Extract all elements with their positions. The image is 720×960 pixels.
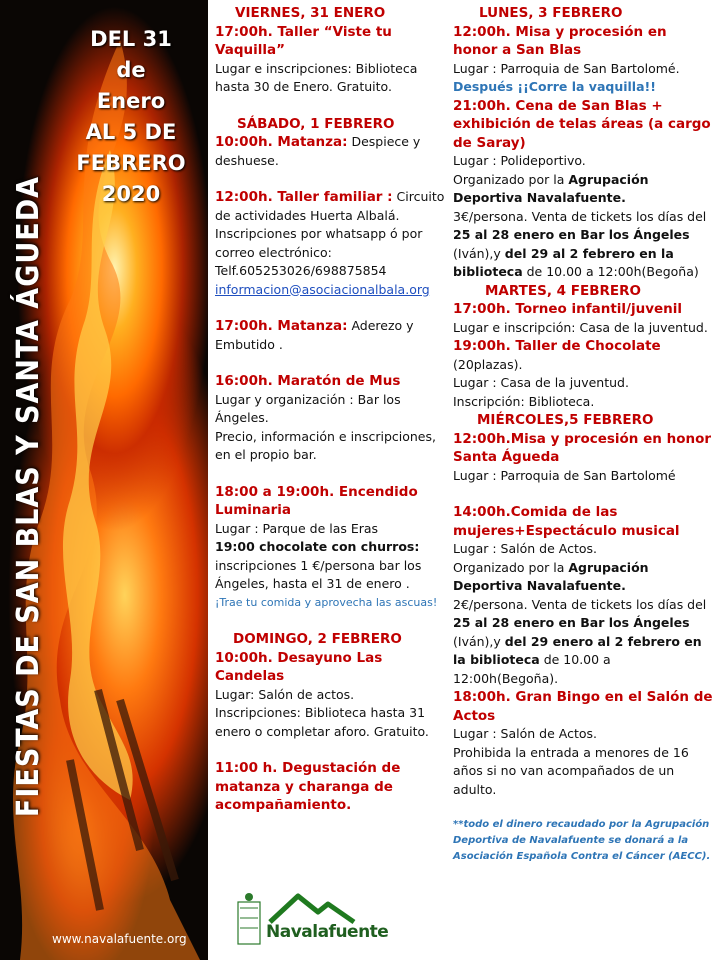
event-text: inscripciones 1 €/persona bar los Ángeles, hasta el 31 de enero . [215, 557, 422, 591]
event-text: Lugar : Salón de Actos. [453, 541, 598, 556]
event-text: Lugar e inscripción: Casa de la juventud. [453, 319, 708, 335]
event-highlight: 19:00 chocolate con churros: [215, 539, 420, 554]
event-title: 12:00h.Misa y procesión en honor Santa Águeda [453, 430, 712, 465]
event-text: Aderezo y Embutido . [215, 318, 414, 352]
event-title: 16:00h. Maratón de Mus [215, 373, 401, 389]
day-heading: LUNES, 3 FEBRERO [479, 5, 623, 21]
event-text: Inscripción: Biblioteca. [453, 393, 595, 409]
event-text: 2€/persona. Venta de tickets los días del [453, 596, 707, 612]
event-title: 10:00h. Matanza: [215, 134, 348, 150]
event-title: 14:00h.Comida de las mujeres+Espectáculo musical [453, 504, 680, 539]
event-highlight: del 29 enero al 2 febrero en la biblioteca [453, 633, 702, 667]
event-text: Organizado por la [453, 559, 569, 575]
date-line: FEBRERO [76, 151, 186, 175]
event-title: 12:00h. Misa y procesión en honor a San Blas [453, 23, 667, 58]
event-text: Lugar : Parroquia de San Bartolomé [453, 467, 676, 483]
event-text: (Iván),y [453, 633, 505, 649]
event-text: Lugar : Parque de las Eras [215, 520, 379, 536]
event-text: de 10.00 a 12:00h(Begoña) [522, 264, 699, 279]
event-text: Lugar : Casa de la juventud. [453, 375, 629, 390]
date-line: Enero [96, 89, 166, 113]
event-title: 12:00h. Taller familiar : [215, 189, 393, 205]
event-text: Circuito de actividades Huerta Albalá. Inscripciones por whatsapp ó por correo electrónico: Telf.605253026/698875854 [215, 189, 445, 278]
event-highlight: Agrupación Deportiva Navalafuente. [453, 171, 649, 205]
website-link[interactable]: www.navalafuente.org [52, 932, 187, 946]
email-link[interactable]: informacion@asociacionalbala.org [215, 281, 430, 297]
event-title: 10:00h. Desayuno Las Candelas [215, 649, 383, 684]
navalafuente-logo [236, 888, 389, 950]
event-text: Lugar : Parroquia de San Bartolomé. [453, 60, 680, 76]
event-text: Lugar : Salón de Actos. [453, 726, 598, 741]
bonfire-panel [0, 0, 208, 960]
day-heading: SÁBADO, 1 FEBRERO [237, 115, 395, 132]
event-title: 18:00 a 19:00h. Encendido Luminaria [215, 483, 418, 518]
event-title: 17:00h. Matanza: [215, 318, 348, 334]
event-note: Después ¡¡Corre la vaquilla!! [453, 79, 656, 94]
festival-title: FIESTAS DE SAN BLAS Y SANTA ÁGUEDA [11, 176, 46, 818]
donation-note: **todo el dinero recaudado por la Agrupación Deportiva de Navalafuente se donará a la Asociación Española Contra el Cáncer (AECC). [453, 819, 711, 862]
date-line: AL 5 DE [85, 120, 177, 144]
event-text: Despiece y deshuese. [215, 134, 421, 168]
event-highlight: 25 al 28 enero en Bar los Ángeles [453, 227, 690, 242]
schedule-column-1 [215, 4, 447, 815]
day-heading: MIÉRCOLES,5 FEBRERO [477, 412, 654, 428]
event-title: 19:00h. Taller de Chocolate [453, 338, 661, 354]
event-text: (Iván),y [453, 245, 505, 261]
event-highlight: Agrupación Deportiva Navalafuente. [453, 559, 649, 593]
event-text: Precio, información e inscripciones, en el propio bar. [215, 428, 436, 462]
event-text: Organizado por la [453, 171, 569, 187]
event-highlight: 25 al 28 enero en Bar los Ángeles [453, 615, 690, 630]
event-title: 11:00 h. Degustación de matanza y charanga de acompañamiento. [215, 760, 401, 813]
event-text: (20plazas). [453, 356, 523, 372]
event-text: Lugar y organización : Bar los Ángeles. [215, 391, 401, 425]
day-heading: DOMINGO, 2 FEBRERO [233, 631, 402, 647]
schedule-column-2 [453, 4, 715, 865]
event-note: ¡Trae tu comida y aprovecha las ascuas! [215, 595, 438, 609]
event-text: Lugar e inscripciones: Biblioteca hasta 30 de Enero. Gratuito. [215, 60, 418, 94]
logo-text: Navalafuente [266, 922, 389, 942]
event-text: Lugar: Salón de actos. [215, 686, 355, 702]
date-line: 2020 [101, 182, 161, 206]
date-range [72, 24, 190, 210]
date-line: DEL 31 de [90, 27, 172, 82]
event-title: 21:00h. Cena de San Blas + exhibición de telas áreas (a cargo de Saray) [453, 97, 711, 151]
day-heading: MARTES, 4 FEBRERO [485, 282, 641, 299]
event-title: 17:00h. Taller “Viste tu Vaquilla” [215, 23, 392, 58]
event-text: Lugar : Polideportivo. [453, 153, 586, 168]
event-highlight: del 29 al 2 febrero en la biblioteca [453, 245, 674, 279]
event-text: Prohibida la entrada a menores de 16 años si no van acompañados de un adulto. [453, 744, 689, 797]
event-text: Inscripciones: Biblioteca hasta 31 enero o completar aforo. Gratuito. [215, 705, 429, 739]
event-text: 3€/persona. Venta de tickets los días del [453, 208, 707, 224]
event-title: 18:00h. Gran Bingo en el Salón de Actos [453, 689, 713, 724]
event-text: de 10.00 a 12:00h(Begoña). [453, 652, 611, 686]
event-title: 17:00h. Torneo infantil/juvenil [453, 301, 683, 317]
day-heading: VIERNES, 31 ENERO [235, 5, 386, 21]
